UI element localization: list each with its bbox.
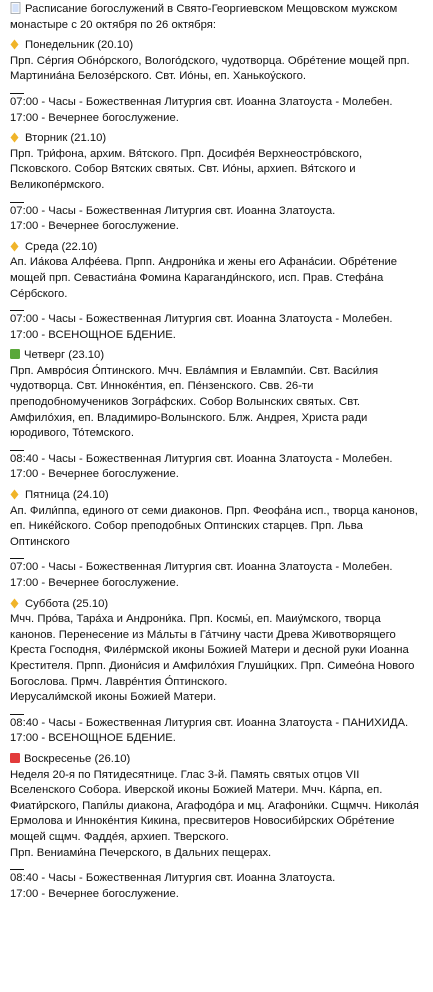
saints-line: Ап. Фили́ппа, единого от семи диаконов. Прп. Феофа́на исп., творца канонов, [10, 504, 418, 517]
separator [10, 442, 427, 452]
schedule-line: 08:40 - Часы - Божественная Литургия свт. Иоанна Златоуста - ПАНИХИДА. [10, 716, 409, 729]
day-title [10, 38, 427, 54]
day-title [10, 488, 427, 504]
day-block [10, 597, 427, 747]
saints-line: канонов. Перенесение из Ма́льты в Га́тчину части Древа Животворящего [10, 628, 396, 641]
saints-line: Прп. Три́фона, архим. Вя́тского. Прп. Досифе́я Верхнеостро́вского, [10, 147, 363, 160]
saints-line: чудотворца. Свт. Инноке́нтия, еп. Пе́нзенского. Свв. 26-ти [10, 380, 314, 393]
day-title-text: Суббота (25.10) [25, 597, 109, 610]
saints-line: Мартиниа́на Белозе́рского. Свт. Ио́ны, еп. Ханькоу́ского. [10, 70, 307, 83]
saints-line: мощей сщмч. Фадде́я, архиеп. Тверского. [10, 830, 229, 843]
saints-line: Вселенского Собора. Иверской иконы Божией Матери. Мчч. Ка́рпа, еп. [10, 784, 383, 797]
separator-line [10, 93, 24, 94]
separator-line [10, 714, 24, 715]
red-square-icon [10, 753, 20, 763]
saints-line: Иерусали́мской иконы Божией Матери. [10, 691, 217, 704]
day-title [10, 752, 427, 768]
schedule-line: 17:00 - ВСЕНОЩНОЕ БДЕНИЕ. [10, 732, 176, 745]
saints-line: Ап. Иа́кова Алфе́ева. Прпп. Андрони́ка и жены его Афана́сии. Обре́тение [10, 256, 398, 269]
green-square-icon [10, 349, 20, 359]
schedule-line: 08:40 - Часы - Божественная Литургия свт. Иоанна Златоуста - Молебен. [10, 452, 393, 465]
orange-diamond-icon [10, 39, 19, 50]
orange-diamond-icon [10, 598, 19, 609]
orange-diamond-icon [10, 132, 19, 143]
day-title-text: Пятница (24.10) [25, 489, 109, 502]
saints-line: Крестителя. Прпп. Диони́сия и Амфило́хия Глуши́цких. Прп. Симео́на Нового [10, 659, 415, 672]
orange-diamond-icon [10, 241, 19, 252]
saints-line: преподобномучеников Зогра́фских. Собор Волынских святых. Свт. [10, 396, 361, 409]
page-icon [10, 2, 21, 14]
day-title-text: Среда (22.10) [25, 240, 98, 253]
schedule-line: 07:00 - Часы - Божественная Литургия свт. Иоанна Златоуста - Молебен. [10, 95, 393, 108]
header-text: Расписание богослужений в Свято-Георгиевском Мещовском мужском [25, 3, 398, 15]
saints-line: Псковского. Собор Вятских святых. Свт. Ио́ны, архиеп. Вя́тского и [10, 163, 356, 176]
separator [10, 85, 427, 95]
schedule-line: 17:00 - ВСЕНОЩНОЕ БДЕНИЕ. [10, 328, 176, 341]
day-block [10, 752, 427, 902]
saints-line: юродивого, То́темского. [10, 427, 134, 440]
saints-line: Прп. Се́ргия Обно́рского, Волого́дского, чудотворца. Обре́тение мощей прп. [10, 54, 410, 67]
separator-line [10, 869, 24, 870]
saints-line: Прп. Амвро́сия О́птинского. Мчч. Евла́мпия и Евлампи́и. Свт. Васи́лия [10, 364, 379, 377]
schedule-line: 17:00 - Вечернее богослужение. [10, 111, 179, 124]
separator [10, 302, 427, 312]
separator [10, 861, 427, 871]
schedule-line: 08:40 - Часы - Божественная Литургия свт. Иоанна Златоуста. [10, 872, 336, 885]
day-title-text: Четверг (23.10) [24, 349, 105, 362]
day-block [10, 240, 427, 344]
saints-line: Оптинского [10, 535, 70, 548]
schedule-line: 17:00 - Вечернее богослужение. [10, 220, 179, 233]
day-block [10, 38, 427, 126]
day-block [10, 488, 427, 592]
saints-line: мощей прп. Севастиа́на Фомина Караганди́нского, исп. Прав. Стефа́на [10, 271, 384, 284]
day-title [10, 348, 427, 364]
schedule-line: 17:00 - Вечернее богослужение. [10, 577, 179, 589]
schedule-line: 07:00 - Часы - Божественная Литургия свт. Иоанна Златоуста - Молебен. [10, 561, 393, 574]
separator-line [10, 450, 24, 451]
day-title [10, 131, 427, 147]
separator [10, 550, 427, 560]
post-header [10, 2, 427, 33]
day-block [10, 348, 427, 483]
saints-line: Неделя 20-я по Пятидесятнице. Глас 3-й. Память святых отцов VII [10, 768, 360, 781]
day-title-text: Понедельник (20.10) [25, 39, 134, 52]
orange-diamond-icon [10, 489, 19, 500]
saints-line: Великопе́рмского. [10, 178, 105, 191]
separator-line [10, 558, 24, 559]
day-title [10, 240, 427, 256]
day-title-text: Вторник (21.10) [25, 132, 107, 145]
schedule-line: 07:00 - Часы - Божественная Литургия свт. Иоанна Златоуста - Молебен. [10, 313, 393, 326]
separator [10, 194, 427, 204]
schedule-line: 17:00 - Вечернее богослужение. [10, 468, 179, 481]
saints-line: Фиати́рского, Папи́лы диакона, Агафодо́ра и мц. Агафони́ки. Сщмчч. Никола́я [10, 799, 419, 812]
saints-line: Богослова. Прмч. Лавре́нтия О́птинского. [10, 675, 228, 688]
separator-line [10, 202, 24, 203]
separator-line [10, 310, 24, 311]
header-line: монастыре с 20 октября по 26 октября: [10, 18, 217, 31]
saints-line: еп. Нике́йского. Собор преподобных Оптинских старцев. Прп. Льва [10, 520, 363, 533]
separator [10, 706, 427, 716]
days-list [10, 38, 427, 902]
saints-line: Се́рбского. [10, 287, 68, 300]
day-block [10, 131, 427, 235]
saints-line: Прп. Вениами́на Печерского, в Дальних пещерах. [10, 846, 272, 859]
saints-line: Креста Господня, Филе́рмской иконы Божией Матери и десной руки Иоанна [10, 644, 409, 657]
header-line [10, 2, 427, 18]
schedule-line: 07:00 - Часы - Божественная Литургия свт. Иоанна Златоуста. [10, 204, 336, 217]
saints-line: Амфило́хия, еп. Владимиро-Волынского. Блж. Андрея, Христа ради [10, 411, 368, 424]
day-title-text: Воскресенье (26.10) [24, 752, 131, 765]
day-title [10, 597, 427, 613]
saints-line: Ермолова и Инноке́нтия Кикина, пресвитеров Новосиби́рских Обре́тение [10, 815, 395, 828]
schedule-line: 17:00 - Вечернее богослужение. [10, 887, 179, 900]
saints-line: Мчч. Про́ва, Тара́ха и Андрони́ка. Прп. Космы́, еп. Маиу́мского, творца [10, 613, 381, 626]
